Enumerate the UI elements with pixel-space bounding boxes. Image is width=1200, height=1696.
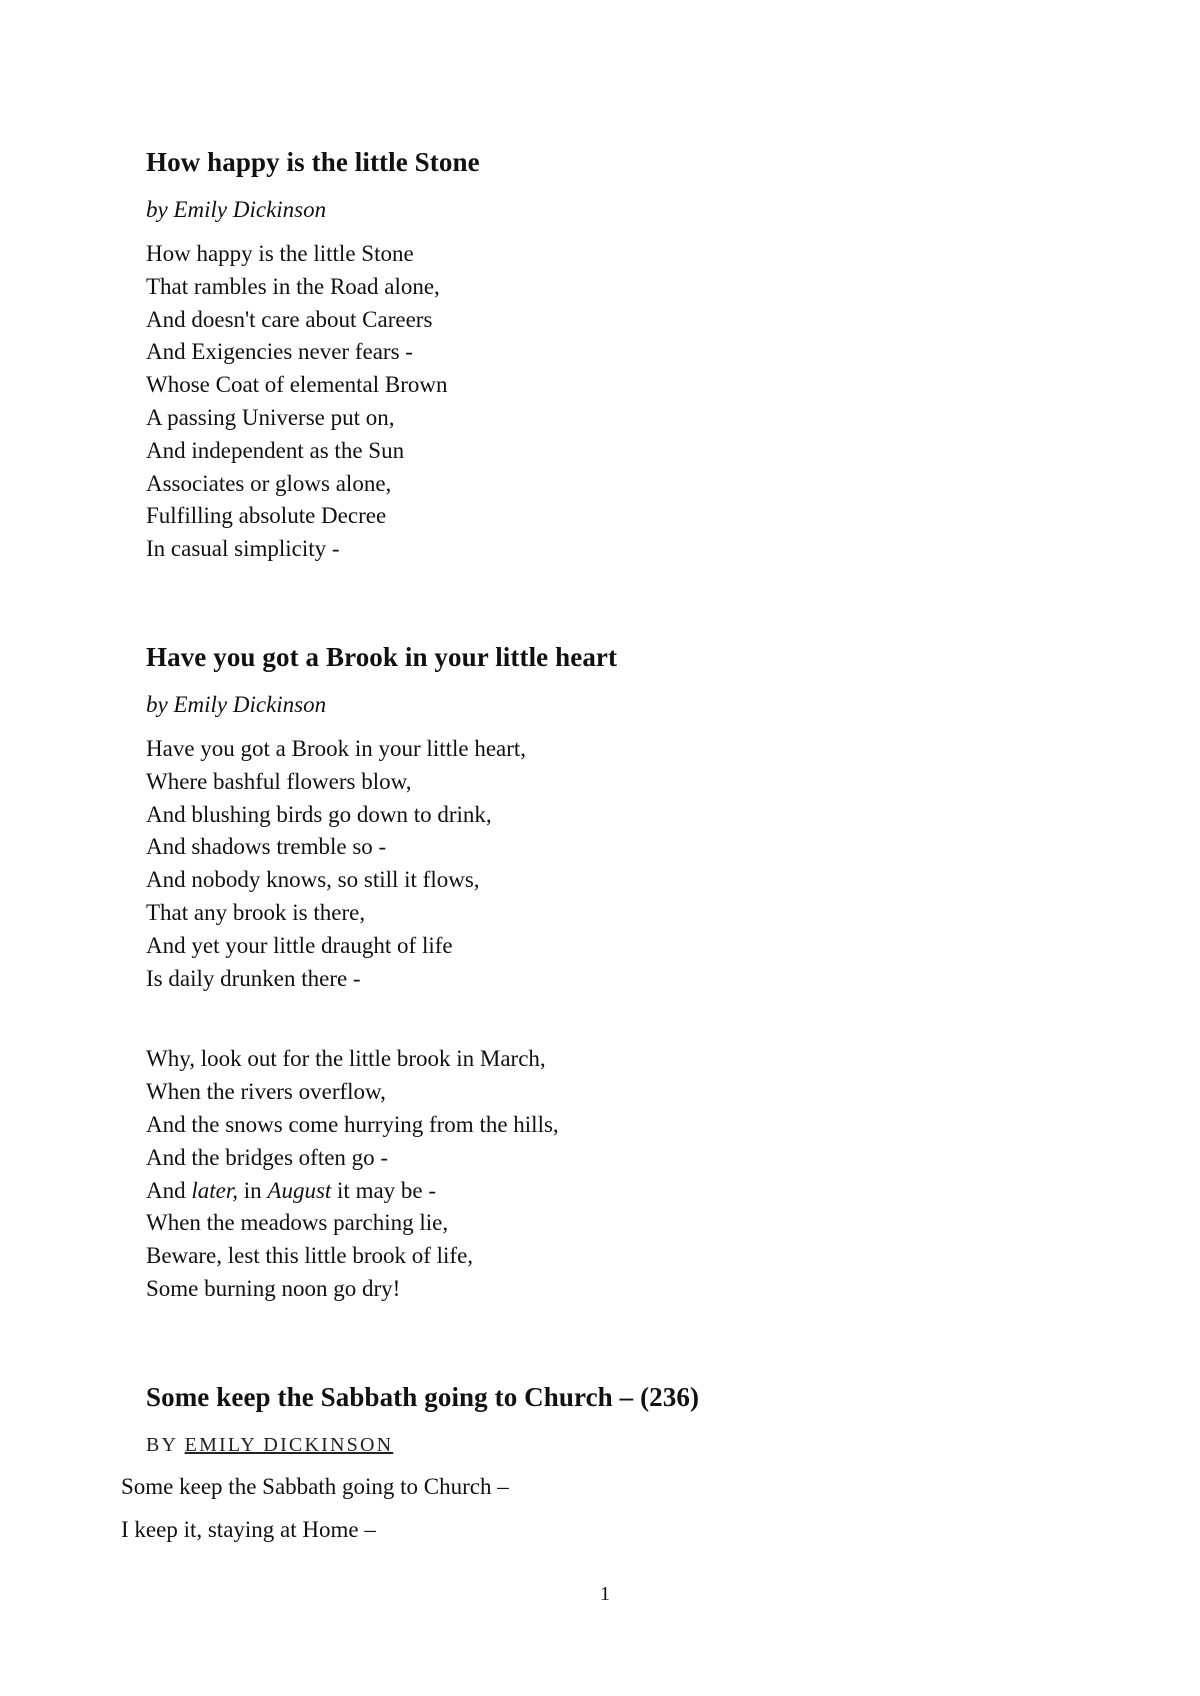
poem-line: Where bashful flowers blow, xyxy=(146,768,412,794)
poem-line: That rambles in the Road alone, xyxy=(146,273,440,299)
author-link[interactable]: EMILY DICKINSON xyxy=(184,1434,394,1456)
poem-title: Have you got a Brook in your little heart xyxy=(146,642,618,672)
poem-byline: by Emily Dickinson xyxy=(146,692,327,717)
poem-byline xyxy=(146,1431,699,1459)
poem-line: And the bridges often go - xyxy=(146,1144,389,1170)
poem-line: And the snows come hurrying from the hills, xyxy=(146,1111,559,1137)
poem-line: And shadows tremble so - xyxy=(146,834,387,860)
poem-line: Why, look out for the little brook in March, xyxy=(146,1046,546,1072)
poem-line: That any brook is there, xyxy=(146,899,366,925)
poem-line: Whose Coat of elemental Brown xyxy=(146,372,448,398)
poem-line: And independent as the Sun xyxy=(146,437,405,463)
page-number: 1 xyxy=(600,1583,610,1605)
poem-line: When the meadows parching lie, xyxy=(146,1210,449,1236)
poem-some-keep-the-sabbath xyxy=(146,1380,699,1459)
poem-line: In casual simplicity - xyxy=(146,536,340,562)
poem-line-with-emphasis: And later, in August it may be - xyxy=(146,1177,437,1203)
poem-title: How happy is the little Stone xyxy=(146,147,480,177)
poem-line: And nobody knows, so still it flows, xyxy=(146,867,480,893)
poem-line: Fulfilling absolute Decree xyxy=(146,503,387,529)
poem-line: And Exigencies never fears - xyxy=(146,339,413,365)
poem-line: Beware, lest this little brook of life, xyxy=(146,1243,474,1269)
poem-title: Some keep the Sabbath going to Church – (236) xyxy=(146,1382,700,1412)
poem-line: And blushing birds go down to drink, xyxy=(146,801,492,827)
stanza xyxy=(146,238,480,566)
poem-line: How happy is the little Stone xyxy=(146,241,414,266)
poem-how-happy-is-the-little-stone xyxy=(146,145,480,566)
poem-line: And doesn't care about Careers xyxy=(146,306,433,332)
poem-line: When the rivers overflow, xyxy=(146,1079,386,1105)
stanza xyxy=(146,733,617,995)
poem-line: A passing Universe put on, xyxy=(146,404,395,430)
stanza xyxy=(146,1043,617,1305)
emphasis: August xyxy=(267,1177,332,1203)
poem-line: Have you got a Brook in your little heart, xyxy=(146,736,527,761)
poem-line: Some keep the Sabbath going to Church – xyxy=(121,1474,509,1499)
emphasis: later, xyxy=(191,1177,239,1203)
poem-byline: by Emily Dickinson xyxy=(146,197,327,222)
byline-prefix: BY xyxy=(146,1434,178,1456)
poem-line: I keep it, staying at Home – xyxy=(121,1517,376,1542)
poem-have-you-got-a-brook xyxy=(146,640,617,1306)
poem-line: Is daily drunken there - xyxy=(146,965,361,991)
poem-line: Associates or glows alone, xyxy=(146,470,392,496)
poem-line: Some burning noon go dry! xyxy=(146,1275,401,1301)
poem-line: And yet your little draught of life xyxy=(146,932,453,958)
